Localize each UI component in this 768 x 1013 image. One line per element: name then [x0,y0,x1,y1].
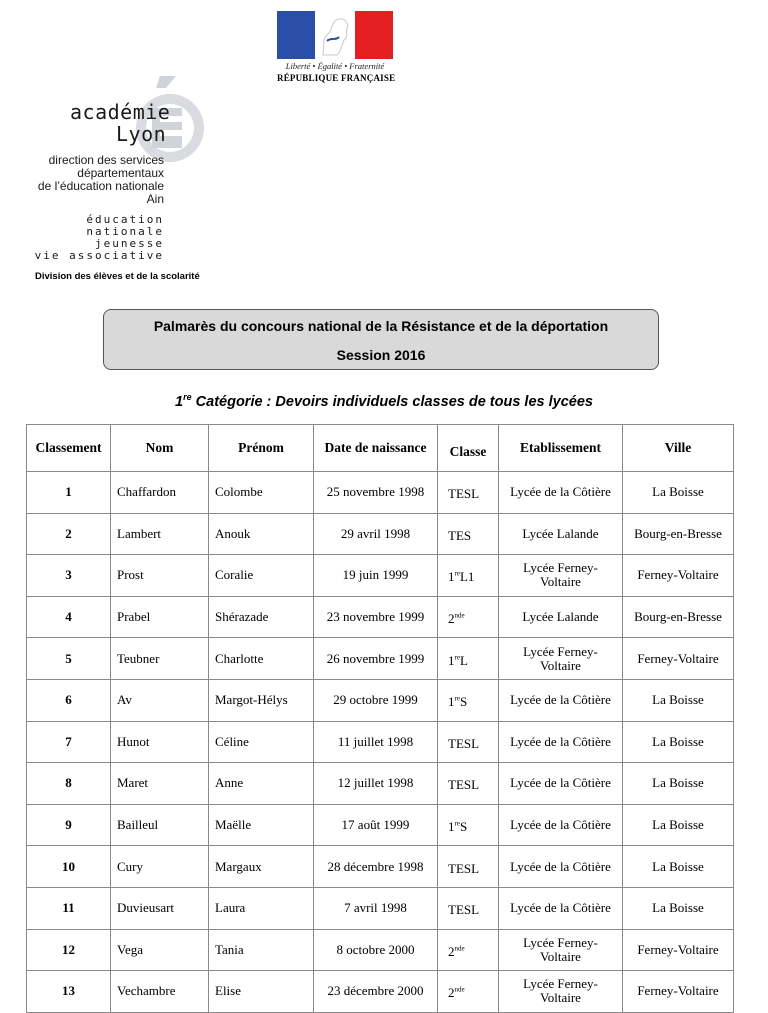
cell-rank: 2 [27,513,111,555]
cell-date: 19 juin 1999 [314,555,438,597]
cell-date: 8 octobre 2000 [314,929,438,971]
classe-suffix: TES [448,527,472,543]
classe-sup: nde [454,986,465,995]
cell-ville: La Boisse [623,721,734,763]
cell-date: 7 avril 1998 [314,887,438,929]
category-heading [0,392,768,410]
table-row [27,555,734,597]
cell-prenom: Margot-Hélys [209,679,314,721]
cell-date: 29 octobre 1999 [314,679,438,721]
cell-nom: Prabel [111,596,209,638]
academie-word: académie [70,100,171,124]
cell-rank: 4 [27,596,111,638]
cell-etablissement: Lycée Lalande [499,513,623,555]
cell-etablissement: Lycée de la Côtière [499,763,623,805]
classe-suffix: TESL [448,486,480,502]
cell-date: 28 décembre 1998 [314,846,438,888]
cell-rank: 10 [27,846,111,888]
cell-nom: Bailleul [111,804,209,846]
cell-ville: La Boisse [623,887,734,929]
classe-suffix: TESL [448,902,480,918]
table-row [27,679,734,721]
cell-nom: Duvieusart [111,887,209,929]
cell-prenom: Colombe [209,472,314,514]
cell-ville: La Boisse [623,472,734,514]
cell-etablissement: Lycée de la Côtière [499,846,623,888]
cell-classe [438,804,499,846]
cell-etablissement: Lycée de la Côtière [499,887,623,929]
classe-suffix: S [459,694,468,710]
cell-prenom: Laura [209,887,314,929]
table-row [27,596,734,638]
table-row [27,846,734,888]
cell-classe [438,596,499,638]
col-header-prenom: Prénom [209,425,314,472]
table-row [27,971,734,1013]
cell-date: 25 novembre 1998 [314,472,438,514]
classe-suffix: TESL [448,777,480,793]
cell-prenom: Shérazade [209,596,314,638]
dsden-line: départementaux [77,166,164,180]
republic-motto: Liberté • Égalité • Fraternité [285,61,385,71]
cell-nom: Maret [111,763,209,805]
classe-suffix: S [459,819,468,835]
classe-suffix: TESL [448,735,480,751]
cell-rank: 12 [27,929,111,971]
academie-logo [20,74,220,270]
classe-sup: re [454,694,460,703]
cell-ville: Ferney-Voltaire [623,971,734,1013]
cell-nom: Lambert [111,513,209,555]
cell-classe [438,971,499,1013]
cell-etablissement: Lycée Lalande [499,596,623,638]
classe-prefix: 2 [448,943,455,959]
cell-etablissement: Lycée Ferney-Voltaire [499,555,623,597]
mission-line: nationale [86,225,164,238]
cell-etablissement: Lycée de la Côtière [499,804,623,846]
session-label: Session 2016 [336,347,426,363]
cell-rank: 13 [27,971,111,1013]
marianne-logo [277,11,396,90]
cell-classe [438,887,499,929]
cell-nom: Vega [111,929,209,971]
cell-etablissement: Lycée de la Côtière [499,679,623,721]
table-row [27,887,734,929]
cell-ville: Ferney-Voltaire [623,638,734,680]
page-title: Palmarès du concours national de la Résistance et de la déportation [153,318,609,334]
cell-etablissement: Lycée de la Côtière [499,721,623,763]
cell-prenom: Tania [209,929,314,971]
mission-line: vie associative [34,249,164,262]
cell-rank: 6 [27,679,111,721]
cell-ville: Ferney-Voltaire [623,555,734,597]
cell-etablissement: Lycée Ferney-Voltaire [499,971,623,1013]
cell-rank: 8 [27,763,111,805]
table-row [27,638,734,680]
col-header-etablissement: Etablissement [499,425,623,472]
classe-sup: re [454,653,460,662]
classe-prefix: 2 [448,611,455,627]
cell-nom: Teubner [111,638,209,680]
cell-nom: Chaffardon [111,472,209,514]
cell-etablissement: Lycée Ferney-Voltaire [499,638,623,680]
cell-rank: 11 [27,887,111,929]
cell-nom: Hunot [111,721,209,763]
dsden-line: de l’éducation nationale [37,179,164,193]
cell-classe [438,763,499,805]
cell-prenom: Anouk [209,513,314,555]
classe-sup: re [454,819,460,828]
cell-classe [438,929,499,971]
cell-date: 17 août 1999 [314,804,438,846]
cell-date: 12 juillet 1998 [314,763,438,805]
cell-ville: Bourg-en-Bresse [623,596,734,638]
cell-prenom: Elise [209,971,314,1013]
division-label: Division des élèves et de la scolarité [35,271,200,282]
table-row [27,763,734,805]
classe-prefix: 2 [448,985,455,1001]
cell-classe [438,638,499,680]
cell-classe [438,721,499,763]
flag-blue-band [277,11,315,59]
cell-date: 11 juillet 1998 [314,721,438,763]
lyon-word: Lyon [116,122,167,146]
cell-rank: 7 [27,721,111,763]
classe-sup: nde [454,611,465,620]
cell-rank: 5 [27,638,111,680]
cell-nom: Vechambre [111,971,209,1013]
cell-classe [438,846,499,888]
flag-red-band [355,11,393,59]
classe-suffix: L [459,652,468,668]
republique-francaise-label: RÉPUBLIQUE FRANÇAISE [277,73,396,83]
cell-ville: Ferney-Voltaire [623,929,734,971]
cell-date: 23 novembre 1999 [314,596,438,638]
table-row [27,929,734,971]
table-row [27,804,734,846]
col-header-ville: Ville [623,425,734,472]
table-header-row [27,425,734,472]
table-row [27,721,734,763]
cell-ville: La Boisse [623,846,734,888]
category-text: Catégorie : Devoirs individuels classes de tous les lycées [191,393,593,410]
classe-prefix: 1 [448,652,455,668]
cell-rank: 1 [27,472,111,514]
cell-ville: La Boisse [623,763,734,805]
cell-ville: La Boisse [623,679,734,721]
cell-prenom: Anne [209,763,314,805]
cell-date: 23 décembre 2000 [314,971,438,1013]
classe-prefix: 1 [448,694,455,710]
mission-line: éducation [86,213,164,226]
cell-nom: Prost [111,555,209,597]
cell-rank: 3 [27,555,111,597]
marianne-profile-icon [315,11,355,59]
cell-ville: La Boisse [623,804,734,846]
dsden-line: direction des services [48,153,164,167]
classe-suffix: TESL [448,860,480,876]
category-sup: re [183,392,192,402]
flag-white-band [315,11,355,59]
cell-date: 26 novembre 1999 [314,638,438,680]
classe-sup: nde [454,944,465,953]
title-box [103,309,659,370]
col-header-classement: Classement [27,425,111,472]
classe-prefix: 1 [448,819,455,835]
cell-prenom: Margaux [209,846,314,888]
classe-prefix: 1 [448,569,455,585]
classe-sup: re [454,570,460,579]
cell-classe [438,472,499,514]
cell-nom: Cury [111,846,209,888]
classe-suffix: L1 [459,569,475,585]
cell-date: 29 avril 1998 [314,513,438,555]
category-number: 1 [175,393,184,410]
col-header-nom: Nom [111,425,209,472]
table-row [27,513,734,555]
cell-classe [438,513,499,555]
cell-rank: 9 [27,804,111,846]
cell-prenom: Charlotte [209,638,314,680]
cell-etablissement: Lycée de la Côtière [499,472,623,514]
cell-ville: Bourg-en-Bresse [623,513,734,555]
col-header-classe: Classe [438,425,499,472]
cell-classe [438,679,499,721]
mission-line: jeunesse [95,237,164,250]
cell-etablissement: Lycée Ferney-Voltaire [499,929,623,971]
cell-prenom: Coralie [209,555,314,597]
cell-classe [438,555,499,597]
col-header-date: Date de naissance [314,425,438,472]
cell-nom: Av [111,679,209,721]
results-table [26,424,734,1013]
table-row [27,472,734,514]
cell-prenom: Céline [209,721,314,763]
cell-prenom: Maëlle [209,804,314,846]
dsden-line: Ain [146,192,164,206]
